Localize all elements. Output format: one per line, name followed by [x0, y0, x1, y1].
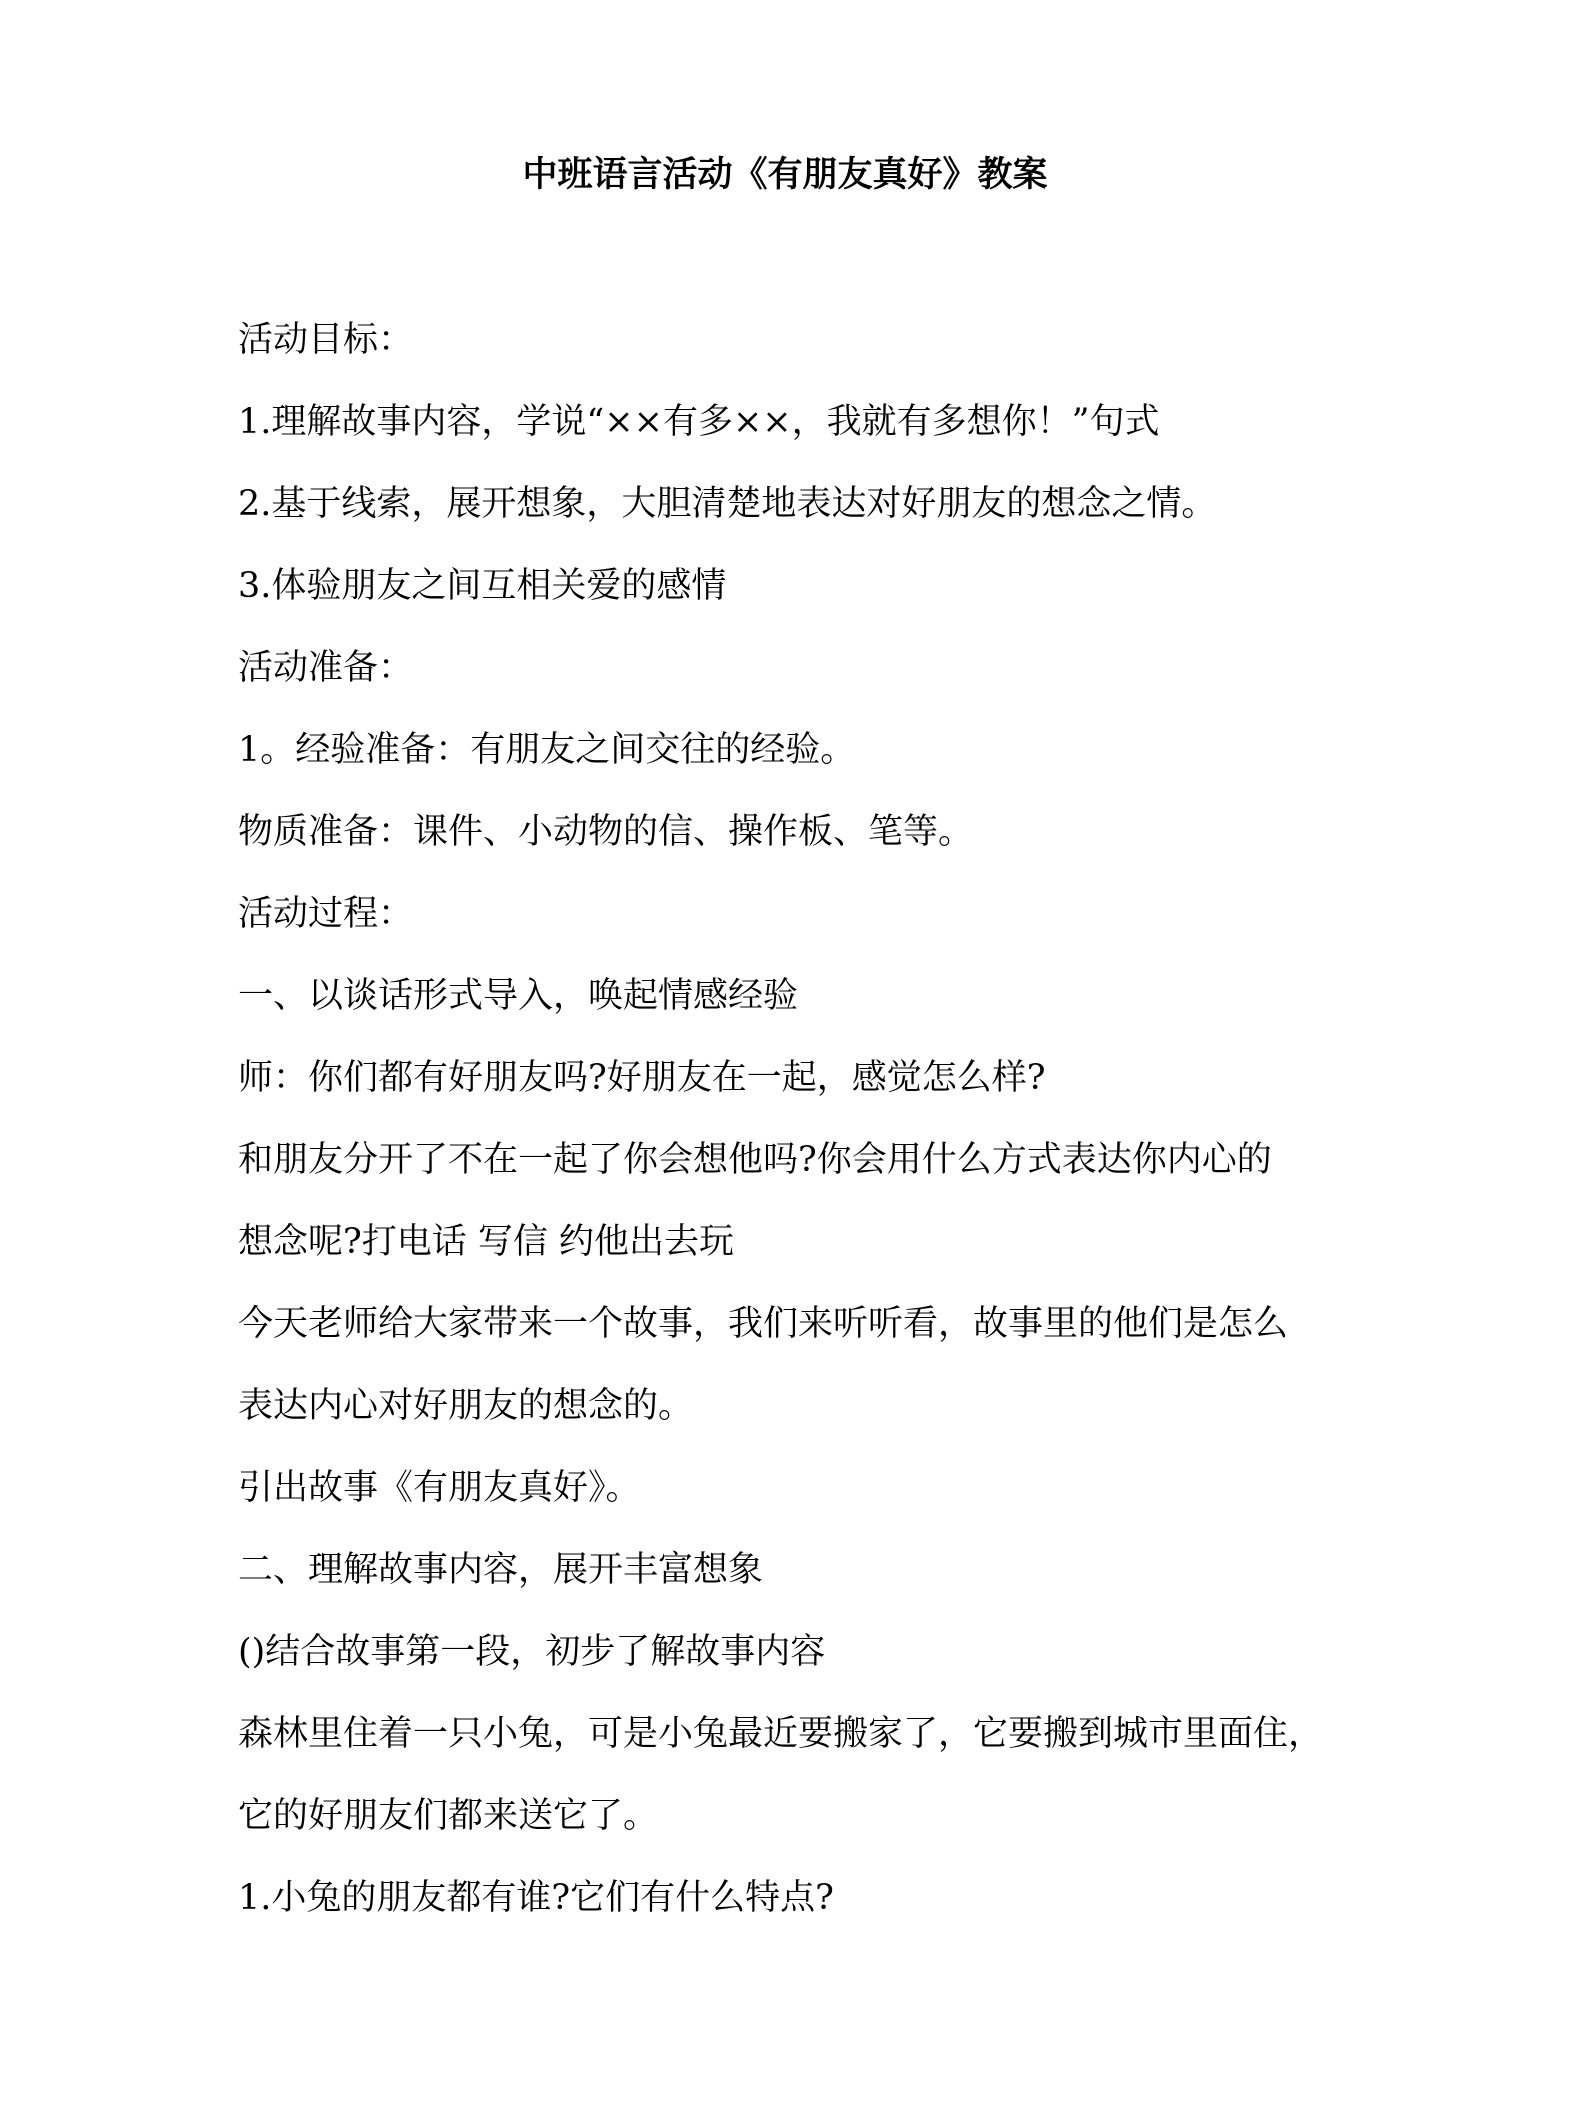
- paragraph: 3.体验朋友之间互相关爱的感情: [238, 566, 727, 606]
- paragraph: 森林里住着一只小兔，可是小兔最近要搬家了，它要搬到城市里面住，: [238, 1714, 1324, 1754]
- document-body: [238, 299, 1368, 1939]
- paragraph: 1.小兔的朋友都有谁?它们有什么特点?: [238, 1878, 834, 1918]
- paragraph: 它的好朋友们都来送它了。: [238, 1796, 659, 1836]
- paragraph: 今天老师给大家带来一个故事，我们来听听看，故事里的他们是怎么: [238, 1304, 1289, 1344]
- paragraph: 想念呢?打电话 写信 约他出去玩: [238, 1222, 735, 1262]
- paragraph: 师：你们都有好朋友吗?好朋友在一起，感觉怎么样?: [238, 1058, 1046, 1098]
- paragraph: 2.基于线索，展开想象，大胆清楚地表达对好朋友的想念之情。: [238, 484, 1217, 524]
- paragraph: 1.理解故事内容，学说“××有多××，我就有多想你！”句式: [238, 402, 1160, 442]
- document-title: 中班语言活动《有朋友真好》教案: [522, 154, 1048, 195]
- section-heading-process: 活动过程：: [238, 894, 414, 934]
- section-heading-preparation: 活动准备：: [238, 648, 414, 688]
- section-heading-goals: 活动目标：: [238, 320, 414, 360]
- paragraph: 和朋友分开了不在一起了你会想他吗?你会用什么方式表达你内心的: [238, 1140, 1272, 1180]
- paragraph: 二、理解故事内容，展开丰富想象: [238, 1550, 764, 1590]
- paragraph: 1。经验准备：有朋友之间交往的经验。: [238, 730, 856, 770]
- paragraph: 物质准备：课件、小动物的信、操作板、笔等。: [238, 812, 974, 852]
- paragraph: 引出故事《有朋友真好》。: [238, 1468, 641, 1508]
- paragraph: 表达内心对好朋友的想念的。: [238, 1386, 694, 1426]
- paragraph: ()结合故事第一段，初步了解故事内容: [238, 1632, 826, 1672]
- paragraph: 一、以谈话形式导入，唤起情感经验: [238, 976, 799, 1016]
